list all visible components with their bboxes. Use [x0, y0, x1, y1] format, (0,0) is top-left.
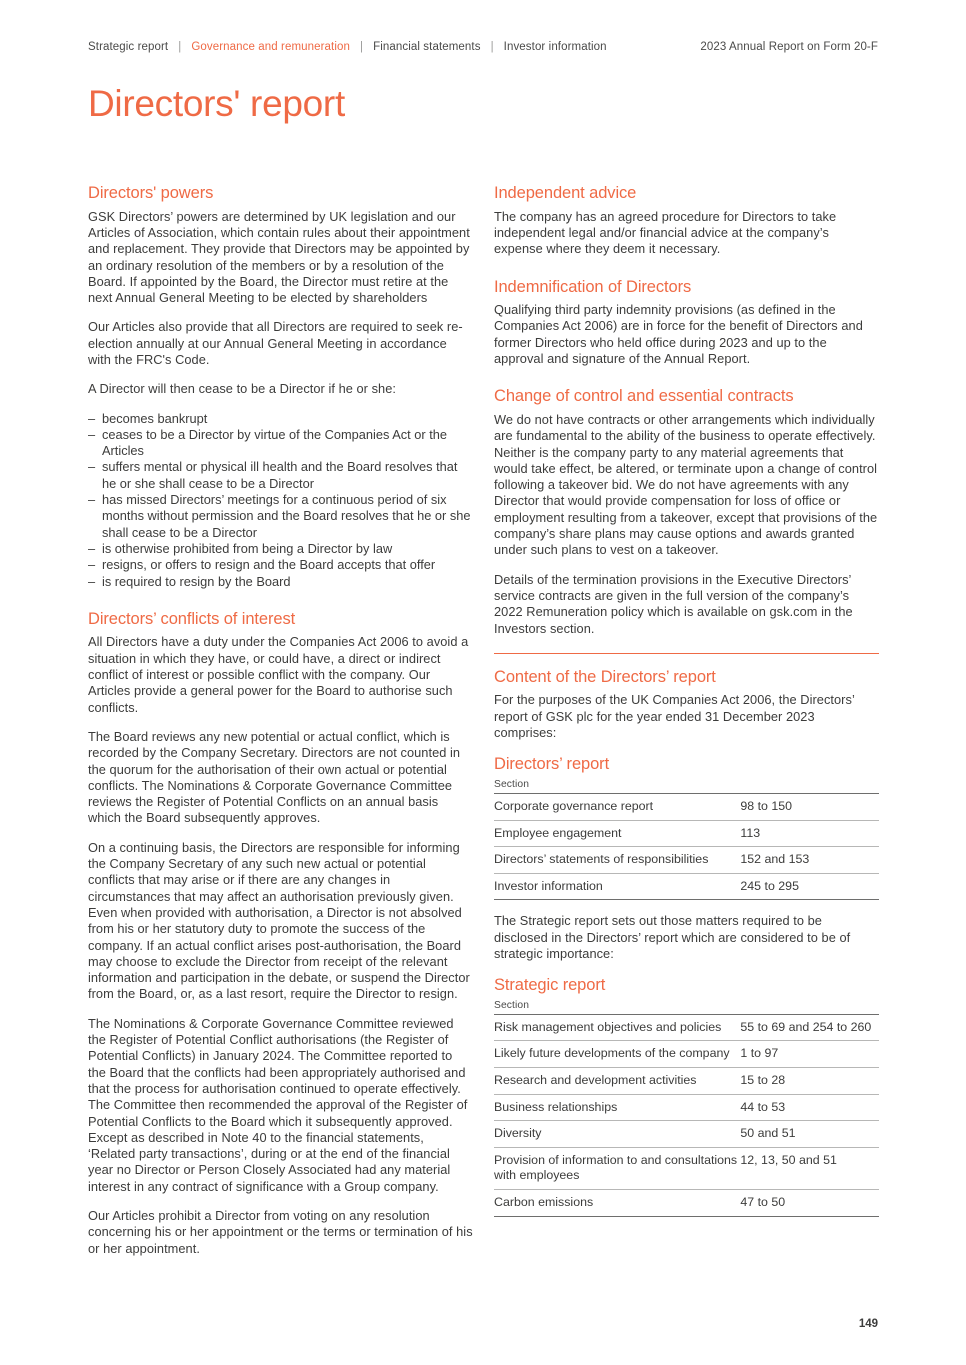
cell-section: Provision of information to and consultations with employees — [494, 1147, 740, 1189]
table-row — [494, 1041, 879, 1068]
cell-pages: 50 and 51 — [740, 1121, 879, 1148]
page-title: Directors' report — [88, 83, 345, 124]
left-column — [88, 183, 473, 1257]
directors-report-reference-table — [494, 779, 879, 900]
table-row — [494, 873, 879, 900]
table-row — [494, 847, 879, 874]
cell-pages: 47 to 50 — [740, 1190, 879, 1217]
table-header-row — [494, 779, 879, 794]
paragraph: GSK Directors’ powers are determined by UK legislation and our Articles of Association, which contain rules about their appointment and replacement. They provide that Directors may be appointed by an ordinary resolution of the members or by a resolution of the Board. If appointed by the Board, the Director must retire at the next Annual General Meeting to be elected by shareholders — [88, 208, 470, 306]
content-columns — [88, 183, 880, 1257]
nav-strategic-report[interactable]: Strategic report — [88, 41, 169, 53]
cell-section: Investor information — [494, 873, 740, 900]
right-column — [494, 183, 879, 1257]
page-number: 149 — [858, 1318, 878, 1330]
table-row — [494, 1147, 879, 1189]
table-row — [494, 1121, 879, 1148]
list-item: – is otherwise prohibited from being a Director by law — [88, 541, 473, 557]
heading-change-of-control: Change of control and essential contracts — [494, 387, 794, 406]
list-item: – is required to resign by the Board — [88, 574, 473, 590]
column-header-pages — [740, 1000, 879, 1015]
heading-content-of-directors-report: Content of the Directors’ report — [494, 667, 716, 686]
paragraph: The Board reviews any new potential or actual conflict, which is recorded by the Company Secretary. Directors are not counted in the quorum for the authorisation of their own actual or potential conflicts. The Nominations & Corporate Governance Committee reviews the Register of Potential Conflicts on an annual basis which the Board subsequently approves. — [88, 728, 461, 826]
list-item: – becomes bankrupt — [88, 411, 473, 427]
paragraph: All Directors have a duty under the Companies Act 2006 to avoid a situation in which they have, or could have, a direct or indirect conflict of interest or possible conflict with the company. Our Articles provide a general power for the Board to authorise such conflicts. — [88, 634, 469, 715]
running-header — [88, 41, 878, 53]
heading-strategic-report-table: Strategic report — [494, 976, 606, 995]
table-row — [494, 1068, 879, 1095]
spacer — [494, 900, 879, 913]
column-header-pages — [740, 779, 879, 794]
heading-directors-powers: Directors' powers — [88, 184, 214, 202]
table-row — [494, 1014, 879, 1041]
cell-section: Corporate governance report — [494, 793, 740, 820]
nav-governance-and-remuneration[interactable]: Governance and remuneration — [191, 41, 350, 53]
table-row — [494, 820, 879, 847]
paragraph: The company has an agreed procedure for Directors to take independent legal and/or financial advice at the company’s expense where they deem it necessary. — [494, 208, 837, 257]
nav-separator: | — [178, 41, 182, 53]
nav-separator: | — [490, 41, 494, 53]
cell-pages: 12, 13, 50 and 51 — [740, 1147, 879, 1189]
list-item: – has missed Directors’ meetings for a continuous period of six months without permission and the Board resolves that he or she shall cease to be a Director — [88, 492, 473, 541]
cell-pages: 113 — [740, 820, 879, 847]
heading-directors-report-table: Directors’ report — [494, 755, 610, 774]
nav-investor-information[interactable]: Investor information — [503, 41, 607, 53]
report-label: 2023 Annual Report on Form 20-F — [700, 41, 878, 53]
table-row — [494, 793, 879, 820]
cell-pages: 152 and 153 — [740, 847, 879, 874]
list-item: – suffers mental or physical ill health and the Board resolves that he or she shall cease to be a Director — [88, 459, 473, 492]
column-header-section: Section — [494, 1000, 740, 1015]
paragraph: We do not have contracts or other arrangements which individually are fundamental to the ability of the business to operate effectively. Neither is the company party to any material agreements that would take effect, be altered, or terminate upon a change of control following a takeover bid. We do not have agreements with any Director that would provide compensation for loss of office or employment resulting from a takeover, except that provisions of the company’s share plans may cause options and awards granted under such plans to vest on a takeover. — [494, 411, 878, 558]
cell-pages: 245 to 295 — [740, 873, 879, 900]
table-row — [494, 1094, 879, 1121]
paragraph-strategic-intro: The Strategic report sets out those matters required to be disclosed in the Directors’ report which are considered to be of strategic importance: — [494, 913, 851, 961]
paragraph: The Nominations & Corporate Governance Committee reviewed the Register of Potential Conflict authorisations (the Register of Potential Conflicts) in January 2024. The Committee reported to the Board that the conflicts had been appropriately authorised and that the process for authorisation continued to operate effectively. The Committee then recommended the approval of the Register of Potential Conflicts to the Board which it subsequently approved. Except as described in Note 40 to the financial statements, ‘Related party transactions’, during or at the end of the financial year no Director or Person Closely Associated had any material interest in any contract of significance with a Group company. — [88, 1015, 468, 1194]
nav-financial-statements[interactable]: Financial statements — [373, 41, 481, 53]
heading-directors-conflicts-of-interest: Directors’ conflicts of interest — [88, 609, 296, 628]
paragraph: Our Articles also provide that all Directors are required to seek re-election annually at our Annual General Meeting in accordance with the FRC's Code. — [88, 319, 463, 367]
cell-section: Research and development activities — [494, 1068, 740, 1095]
cell-section: Likely future developments of the company — [494, 1041, 740, 1068]
paragraph: Qualifying third party indemnity provisions (as defined in the Companies Act 2006) are in force for the benefit of Directors and former Directors who held office during 2023 and up to the approval and signature of the Annual Report. — [494, 302, 863, 367]
cell-section: Directors’ statements of responsibilities — [494, 847, 740, 874]
paragraph: Details of the termination provisions in the Executive Directors’ service contracts are given in the full version of the company’s 2022 Remuneration policy which is available on gsk.com in the Investors section. — [494, 571, 853, 636]
section-divider — [494, 653, 879, 654]
cell-section: Risk management objectives and policies — [494, 1014, 740, 1041]
strategic-report-reference-table — [494, 1000, 879, 1217]
cell-pages: 55 to 69 and 254 to 260 — [740, 1014, 879, 1041]
cell-pages: 44 to 53 — [740, 1094, 879, 1121]
cell-pages: 1 to 97 — [740, 1041, 879, 1068]
section-nav — [88, 41, 607, 53]
cell-section: Business relationships — [494, 1094, 740, 1121]
cell-section: Diversity — [494, 1121, 740, 1148]
column-header-section: Section — [494, 779, 740, 794]
paragraph: On a continuing basis, the Directors are responsible for informing the Company Secretary of any such new actual or potential conflicts that may arise or if there are any changes in circumstances that may affect an authorisation previously given. Even when provided with authorisation, a Director is not absolved from his or her statutory duty to promote the success of the company. If an actual conflict arises post-authorisation, the Board may choose to exclude the Director from receipt of the relevant information and participation in the debate, or suspend the Director from the Board, or, as a last resort, require the Director to resign. — [88, 839, 470, 1002]
cell-pages: 15 to 28 — [740, 1068, 879, 1095]
paragraph: Our Articles prohibit a Director from voting on any resolution concerning his or her appointment or the terms or termination of his or her appointment. — [88, 1207, 473, 1256]
paragraph: For the purposes of the UK Companies Act 2006, the Directors’ report of GSK plc for the year ended 31 December 2023 comprises: — [494, 692, 855, 741]
cell-pages: 98 to 150 — [740, 793, 879, 820]
list-item: – resigns, or offers to resign and the Board accepts that offer — [88, 557, 473, 573]
table-header-row — [494, 1000, 879, 1015]
list-item: – ceases to be a Director by virtue of the Companies Act or the Articles — [88, 427, 473, 460]
table-row — [494, 1190, 879, 1217]
paragraph: A Director will then cease to be a Director if he or she: — [88, 381, 396, 397]
nav-separator: | — [360, 41, 364, 53]
heading-indemnification-of-directors: Indemnification of Directors — [494, 277, 692, 296]
heading-independent-advice: Independent advice — [494, 184, 637, 202]
directors-cease-conditions-list — [88, 411, 473, 590]
cell-section: Carbon emissions — [494, 1190, 740, 1217]
cell-section: Employee engagement — [494, 820, 740, 847]
